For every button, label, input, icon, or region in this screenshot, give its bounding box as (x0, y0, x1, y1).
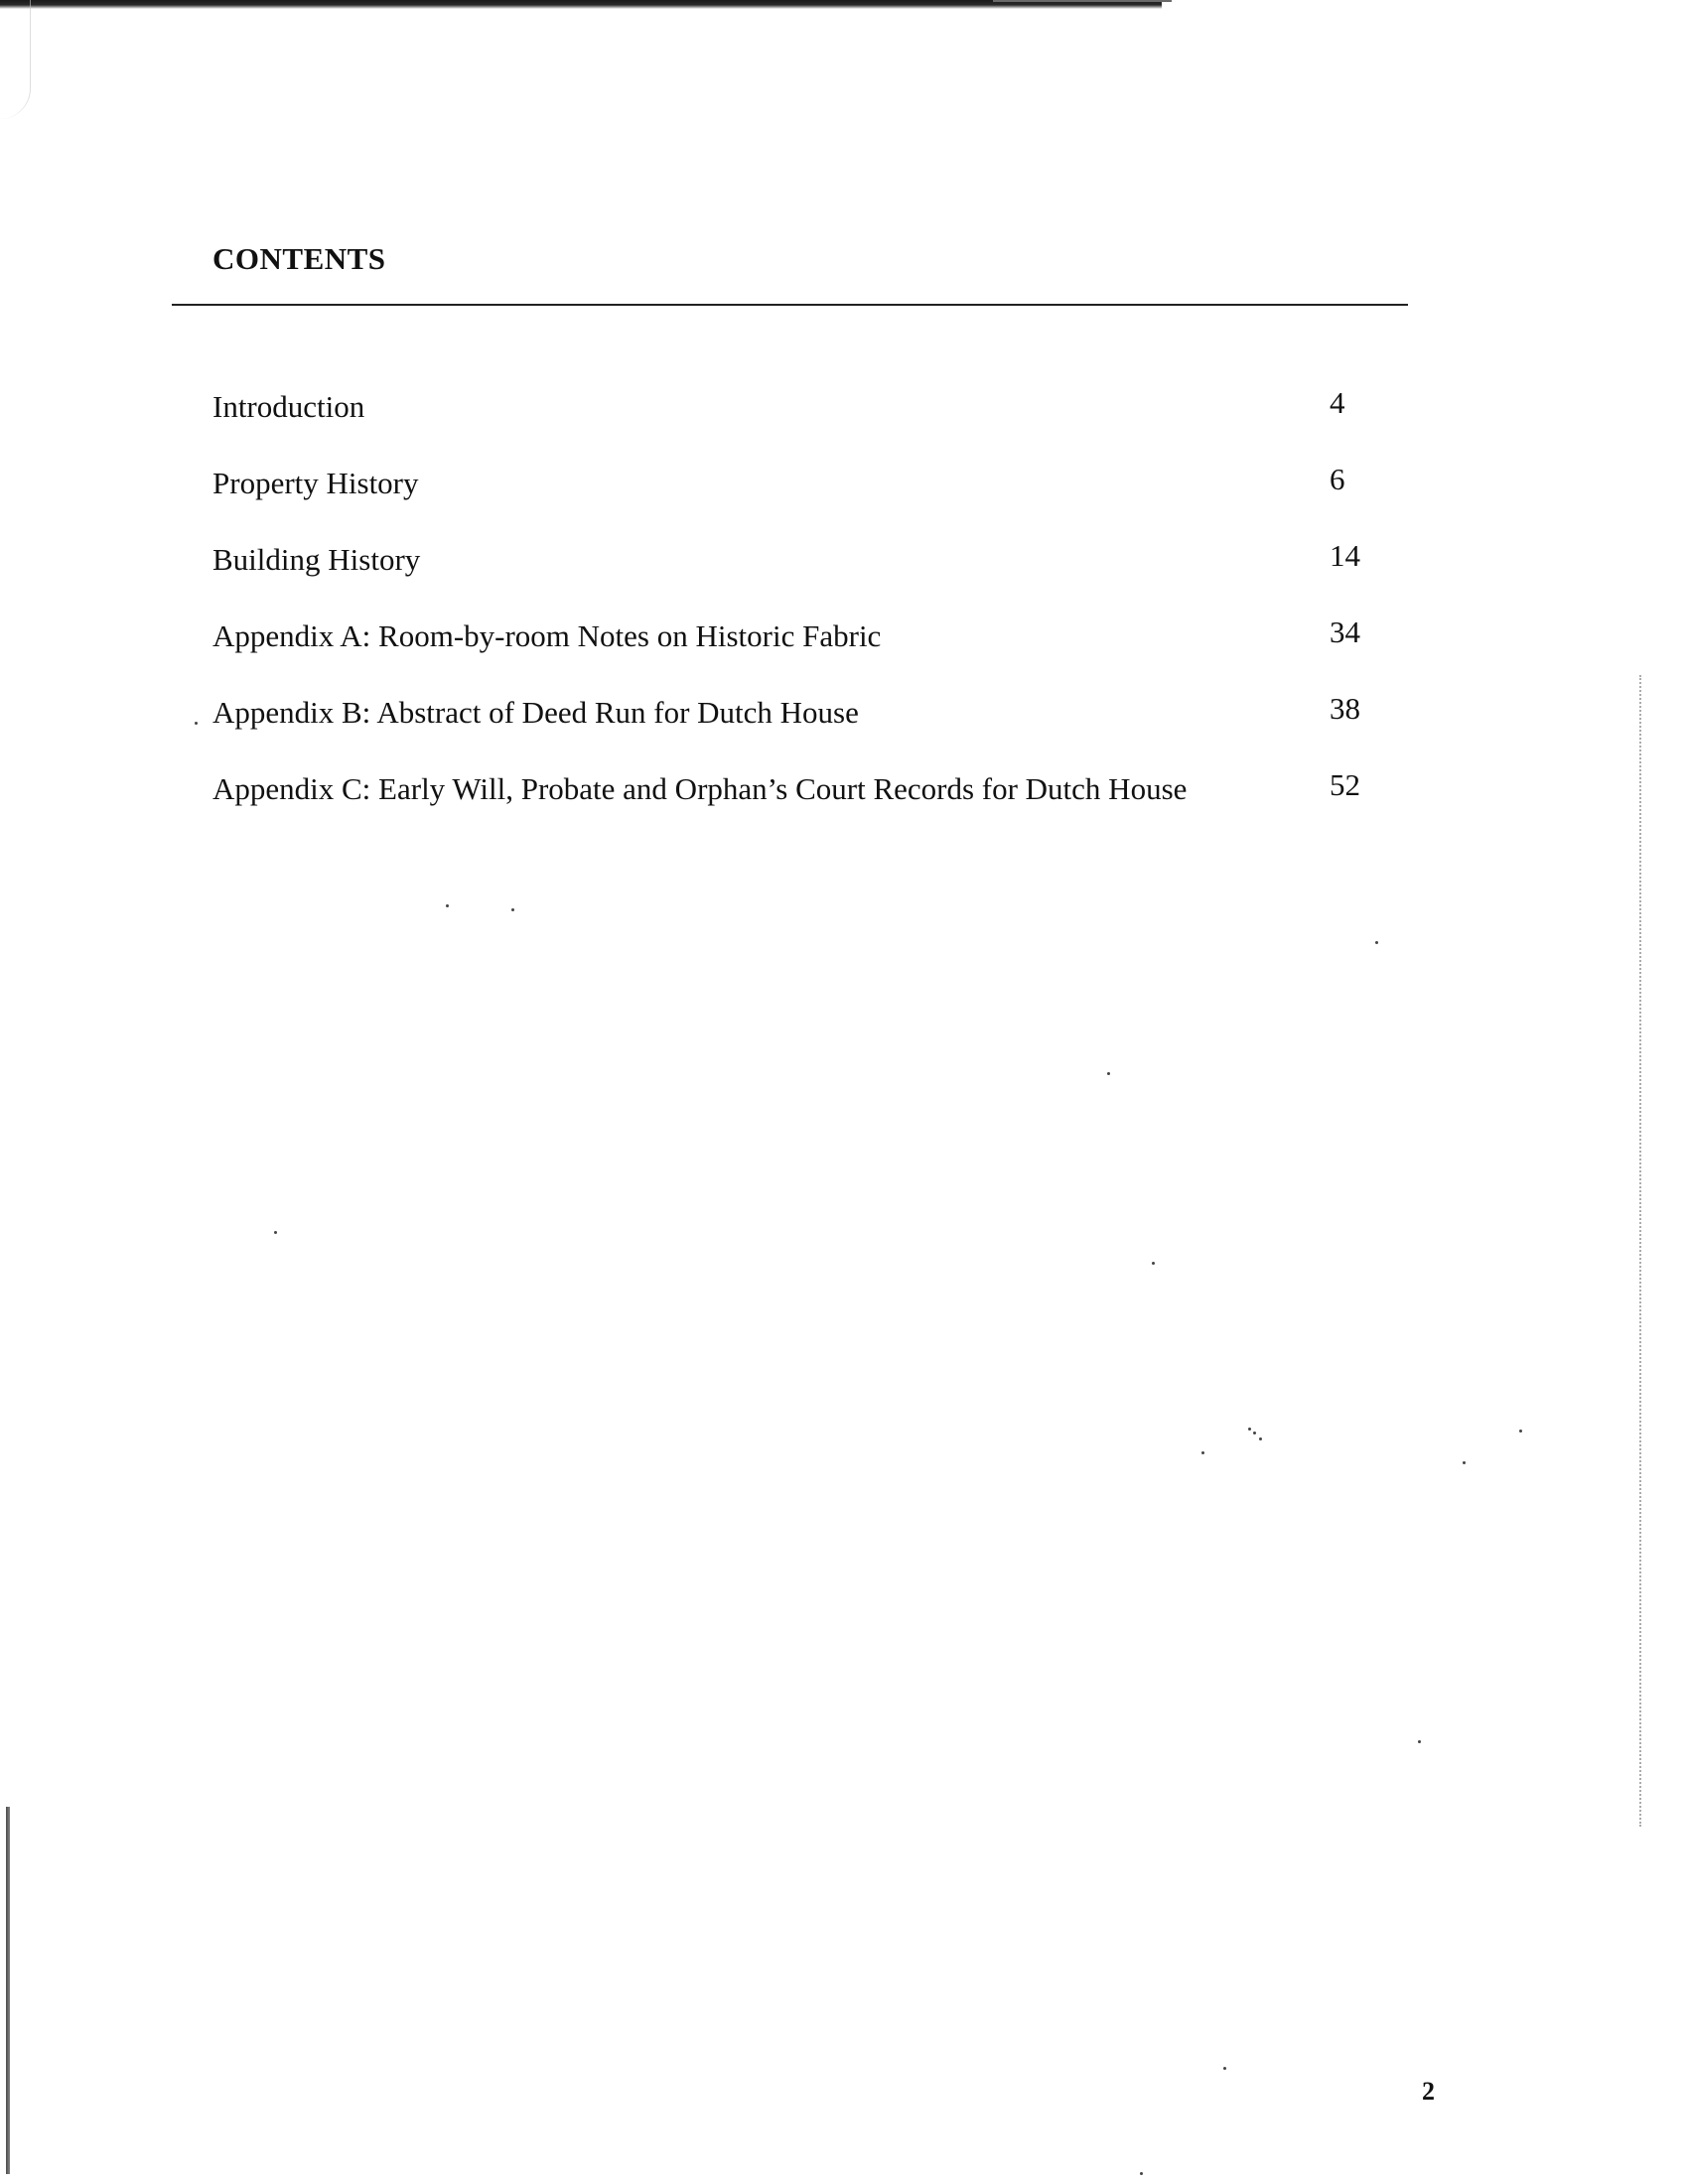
scan-left-edge (6, 1807, 10, 2174)
speck (1152, 1262, 1155, 1265)
speck (195, 722, 198, 725)
toc-entry (212, 693, 1379, 769)
toc-entry (212, 769, 1379, 846)
speck (446, 904, 449, 907)
toc-entry-page: 6 (1330, 462, 1345, 496)
speck (1519, 1430, 1522, 1433)
toc-entry-title: Building History (212, 542, 421, 577)
scan-right-edge (1639, 675, 1644, 1827)
speck (1107, 1072, 1110, 1075)
toc-entry (212, 616, 1379, 693)
toc-entry (212, 540, 1379, 616)
scan-left-curve (0, 0, 31, 119)
scan-top-edge (0, 0, 1162, 9)
toc-entry-title: Appendix A: Room-by-room Notes on Historic Fabric (212, 618, 882, 653)
toc-entry (212, 464, 1379, 540)
toc-entry-page: 38 (1330, 691, 1360, 726)
speck (1463, 1461, 1466, 1464)
speck (1253, 1432, 1256, 1434)
toc-entry-title: Appendix C: Early Will, Probate and Orphan’s Court Records for Dutch House (212, 771, 1188, 806)
toc-entry-page: 34 (1330, 614, 1360, 649)
heading-rule (172, 304, 1408, 306)
speck (1223, 2067, 1226, 2070)
speck (1201, 1451, 1204, 1454)
speck (1259, 1437, 1262, 1440)
toc-entry-page: 4 (1330, 385, 1345, 420)
toc-entry-page: 52 (1330, 767, 1360, 802)
speck (511, 908, 514, 911)
toc-entry (212, 387, 1379, 464)
toc-entry-title: Appendix B: Abstract of Deed Run for Dutch House (212, 695, 859, 730)
speck (274, 1231, 277, 1234)
speck (1140, 2172, 1143, 2175)
page-number: 2 (1422, 2077, 1435, 2106)
toc-entry-title: Introduction (212, 389, 365, 424)
table-of-contents (212, 387, 1379, 846)
toc-entry-page: 14 (1330, 538, 1360, 573)
speck (1418, 1740, 1421, 1743)
contents-heading: CONTENTS (212, 241, 386, 276)
scan-top-edge-line (993, 0, 1172, 2)
speck (1375, 941, 1378, 944)
toc-entry-title: Property History (212, 466, 419, 500)
speck (1248, 1428, 1251, 1431)
